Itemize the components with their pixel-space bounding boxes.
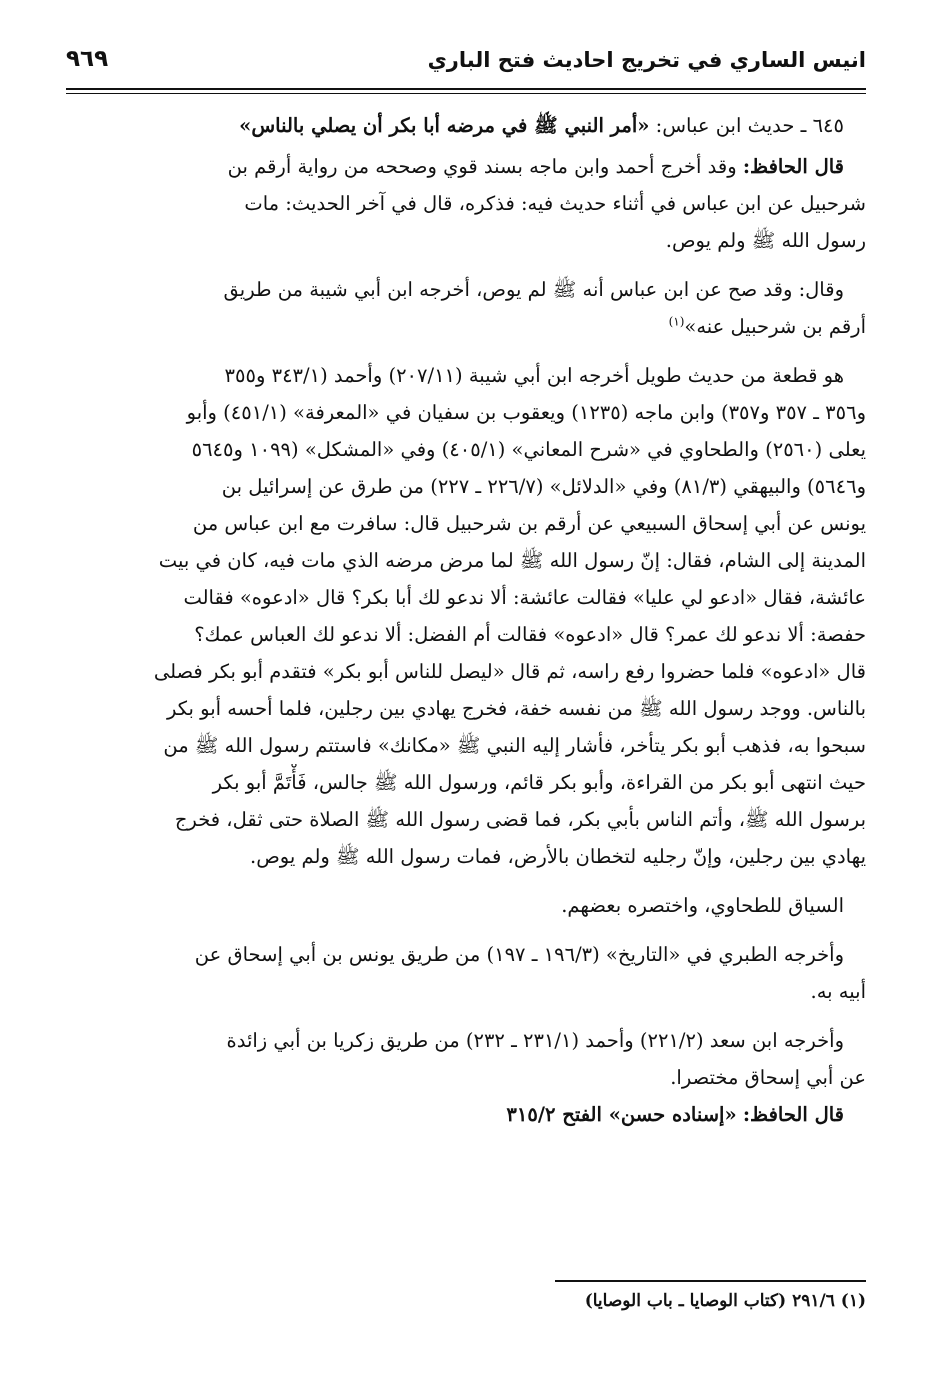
hafiz-lead-2: قال الحافظ: bbox=[742, 1103, 844, 1126]
paragraph-hafiz-3: قال الحافظ: «إسناده حسن» الفتح ٣١٥/٢ bbox=[506, 1103, 844, 1126]
running-header bbox=[66, 42, 866, 90]
footnote: (١) ٢٩١/٦ (كتاب الوصايا ـ باب الوصايا) bbox=[584, 1291, 866, 1311]
header-rule-thin bbox=[66, 93, 866, 94]
footnote-ref: (١) bbox=[668, 314, 685, 329]
footnote-rule bbox=[555, 1280, 866, 1282]
paragraph-hafiz-2: وقال: وقد صح عن ابن عباس أنه ﷺ لم يوص، أخرجه ابن أبي شيبة من طريق أرقم بن شرحبيل عنه»$^{(١)}$ bbox=[223, 278, 866, 338]
hafiz-lead: قال الحافظ: bbox=[742, 155, 844, 178]
header-rule bbox=[66, 88, 866, 90]
hadith-number: ٦٤٥ ـ حديث ابن عباس: bbox=[655, 114, 844, 137]
paragraph-ibn-saad: وأخرجه ابن سعد (٢٢١/٢) وأحمد (٢٣١/١ ـ ٢٣٢) من طريق زكريا بن أبي زائدة عن أبي إسحاق مختصرا. bbox=[226, 1029, 866, 1089]
paragraph-hafiz-1: قال الحافظ: وقد أخرج أحمد وابن ماجه بسند قوي وصححه من رواية أرقم بن شرحبيل عن ابن عباس في أثناء حديث فيه: فذكره، قال في آخر الحديث: مات رسول الله ﷺ ولم يوص. bbox=[227, 155, 866, 252]
page-number: ٩٦٩ bbox=[66, 46, 109, 72]
paragraph-siyaq: السياق للطحاوي، واختصره بعضهم. bbox=[561, 894, 844, 917]
book-title: انيس الساري في تخريج احاديث فتح الباري bbox=[427, 48, 866, 72]
main-text bbox=[66, 104, 866, 1133]
paragraph-takhrij: هو قطعة من حديث طويل أخرجه ابن أبي شيبة (٢٠٧/١١) وأحمد (٣٤٣/١ و٣٥٥ و٣٥٦ ـ ٣٥٧ و٣٥٧) وابن ماجه (١٢٣٥) ويعقوب بن سفيان في «المعرفة» (٤٥١/١) وأبو يعلى (٢٥٦٠) والطحاوي في «شرح المعاني» (٤٠٥/١) وفي «المشكل» (١٠٩٩ و٥٦٤٥ و٥٦٤٦) والبيهقي (٨١/٣) وفي «الدلائل» (٢٢٦/٧ ـ ٢٢٧) من طرق عن إسرائيل بن يونس عن أبي إسحاق السبيعي عن أرقم بن شرحبيل قال: سافرت مع ابن عباس من المدينة إلى الشام، فقال: إنّ رسول الله ﷺ لما مرض مرضه الذي مات فيه، كان في بيت عائشة، فقال «ادعو لي عليا» فقالت عائشة: ألا ندعو لك أبا بكر؟ قال «ادعوه» فقالت حفصة: ألا ندعو لك عمر؟ قال «ادعوه» فقالت أم الفضل: ألا ندعو لك العباس عمك؟ قال «ادعوه» فلما حضروا رفع راسه، ثم قال «ليصل للناس أبو بكر» فتقدم أبو بكر فصلى بالناس. ووجد رسول الله ﷺ من نفسه خفة، فخرج يهادي بين رجلين، فلما أحسه أبو بكر سبحوا به، فذهب أبو بكر يتأخر، فأشار إليه النبي ﷺ «مكانك» فاستتم رسول الله ﷺ من حيث انتهى أبو بكر من القراءة، وأبو بكر قائم، ورسول الله ﷺ جالس، فَأْتَمَّ أبو بكر برسول الله ﷺ، وأتم الناس بأبي بكر، فما قضى رسول الله ﷺ الصلاة حتى ثقل، فخرج يهادي بين رجلين، وإنّ رجليه لتخطان بالأرض، فمات رسول الله ﷺ ولم يوص. bbox=[153, 364, 866, 868]
paragraph-tabari: وأخرجه الطبري في «التاريخ» (١٩٦/٣ ـ ١٩٧) من طريق يونس بن أبي إسحاق عن أبيه به. bbox=[194, 943, 866, 1003]
hadith-heading: ٦٤٥ ـ حديث ابن عباس: «أمر النبي ﷺ في مرضه أبا بكر أن يصلي بالناس» bbox=[239, 114, 844, 137]
hadith-matn: أمر النبي ﷺ في مرضه أبا بكر أن يصلي بالناس» bbox=[239, 114, 638, 137]
